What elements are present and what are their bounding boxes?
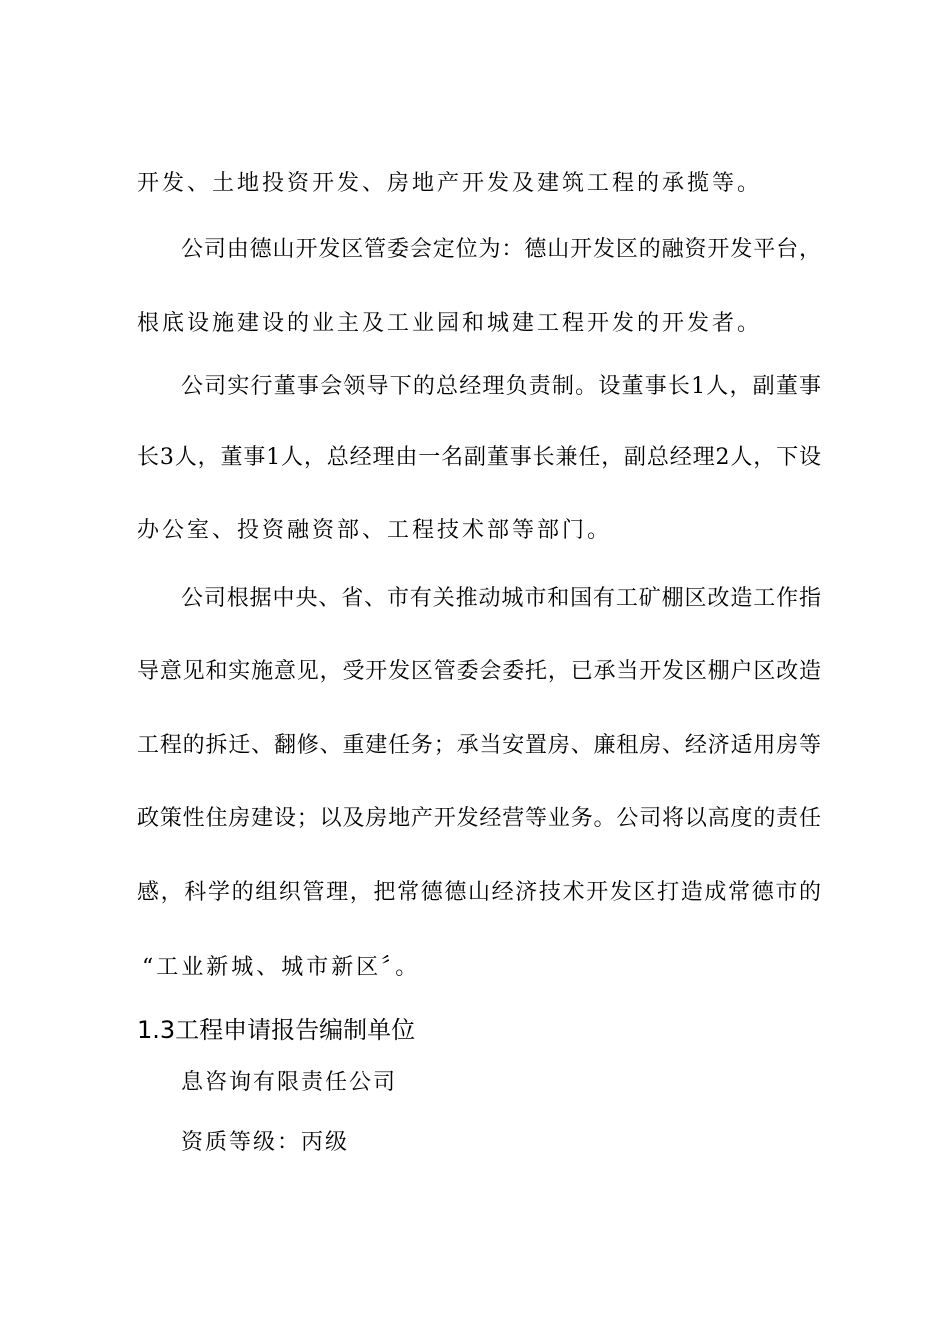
paragraph-line-8: 导意见和实施意见，受开发区管委会委托，已承当开发区棚户区改造 xyxy=(137,659,821,684)
paragraph-line-1: 开发、土地投资开发、房地产开发及建筑工程的承揽等。 xyxy=(137,171,763,196)
unit-name: 息咨询有限责任公司 xyxy=(181,1070,398,1095)
qualification-level: 资质等级：丙级 xyxy=(181,1130,350,1155)
paragraph-line-6: 办公室、投资融资部、工程技术部等部门。 xyxy=(137,518,613,543)
paragraph-line-7: 公司根据中央、省、市有关推动城市和国有工矿棚区改造工作指 xyxy=(181,586,821,611)
paragraph-line-11: 感，科学的组织管理，把常德德山经济技术开发区打造成常德市的 xyxy=(137,880,821,905)
paragraph-line-10: 政策性住房建设；以及房地产开发经营等业务。公司将以高度的责任 xyxy=(137,806,821,831)
section-heading: 1.3工程申请报告编制单位 xyxy=(137,1016,416,1044)
paragraph-line-4: 公司实行董事会领导下的总经理负责制。设董事长1人，副董事 xyxy=(181,374,821,399)
paragraph-line-2: 公司由德山开发区管委会定位为：德山开发区的融资开发平台， xyxy=(181,237,821,262)
paragraph-line-12: “工业新城、城市新区〞。 xyxy=(142,955,421,980)
paragraph-line-5: 长3人，董事1人，总经理由一名副董事长兼任，副总经理2人，下设 xyxy=(137,445,821,470)
paragraph-line-9: 工程的拆迁、翻修、重建任务；承当安置房、廉租房、经济适用房等 xyxy=(137,733,821,758)
paragraph-line-3: 根底设施建设的业主及工业园和城建工程开发的开发者。 xyxy=(137,311,763,336)
